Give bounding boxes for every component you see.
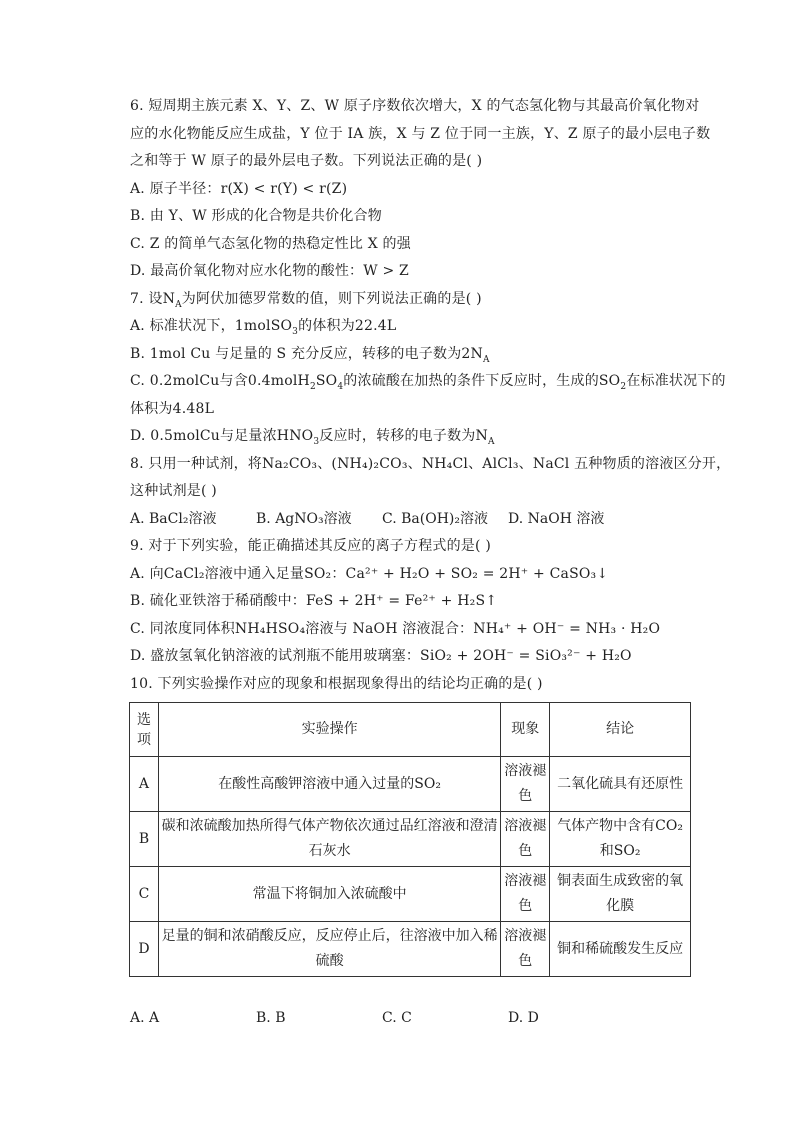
q7-option-b: B. 1mol Cu 与足量的 S 充分反应，转移的电子数为$2N_A$ bbox=[130, 346, 490, 365]
cell-operation: 常温下将铜加入浓硫酸中 bbox=[158, 867, 500, 922]
q10-option-c: C. C bbox=[382, 1010, 412, 1026]
cell-conclusion: 气体产物中含有CO₂和SO₂ bbox=[550, 812, 691, 867]
table-row bbox=[130, 922, 691, 977]
table-row bbox=[130, 757, 691, 812]
table-row bbox=[130, 867, 691, 922]
q7-stem: 7. 设$N_A$为阿伏加德罗常数的值，则下列说法正确的是( ) bbox=[130, 291, 482, 310]
header-operation: 实验操作 bbox=[158, 703, 500, 757]
cell-option: D bbox=[130, 922, 159, 977]
cell-conclusion: 铜表面生成致密的氧化膜 bbox=[550, 867, 691, 922]
cell-option: B bbox=[130, 812, 159, 867]
cell-operation: 足量的铜和浓硝酸反应，反应停止后，往溶液中加入稀硫酸 bbox=[158, 922, 500, 977]
q8-option-b: B. AgNO₃溶液 bbox=[256, 511, 352, 527]
q6-stem-line-1: 6. 短周期主族元素 X、Y、Z、W 原子序数依次增大，X 的气态氢化物与其最高价氧化物对 bbox=[130, 98, 700, 114]
q8-stem-line-2: 这种试剂是( ) bbox=[130, 483, 217, 499]
q8-options bbox=[130, 509, 604, 529]
cell-conclusion: 二氧化硫具有还原性 bbox=[550, 757, 691, 812]
q7-option-a: A. 标准状况下，1molSO$_3$的体积为22.4L bbox=[130, 318, 397, 337]
q6-option-b: B. 由 Y、W 形成的化合物是共价化合物 bbox=[130, 208, 382, 224]
cell-option: C bbox=[130, 867, 159, 922]
q10-stem: 10. 下列实验操作对应的现象和根据现象得出的结论均正确的是( ) bbox=[130, 676, 543, 692]
q8-option-d: D. NaOH 溶液 bbox=[508, 511, 605, 527]
q6-stem-line-3: 之和等于 W 原子的最外层电子数。下列说法正确的是( ) bbox=[130, 153, 483, 169]
q7-option-c: C. 0.2molCu与含$0.4molH_2SO_4$的浓硫酸在加热的条件下反应时，生成的$SO_2$在标准状况下的 bbox=[130, 373, 726, 392]
q9-option-c: C. 同浓度同体积NH₄HSO₄溶液与 NaOH 溶液混合：NH₄⁺ + OH⁻ = NH₃ · H₂O bbox=[130, 621, 661, 637]
q8-option-c: C. Ba(OH)₂溶液 bbox=[382, 511, 488, 527]
table-header-row bbox=[130, 703, 691, 757]
q7-option-d: D. 0.5molCu与足量浓$HNO_3$反应时，转移的电子数为$N_A$ bbox=[130, 428, 495, 447]
header-option: 选项 bbox=[130, 703, 159, 757]
q8-stem-line-1: 8. 只用一种试剂，将Na₂CO₃、(NH₄)₂CO₃、NH₄Cl、AlCl₃、NaCl 五种物质的溶液区分开， bbox=[130, 456, 731, 472]
q9-option-b: B. 硫化亚铁溶于稀硝酸中：FeS + 2H⁺ = Fe²⁺ + H₂S↑ bbox=[130, 593, 498, 609]
cell-phenomenon: 溶液褪色 bbox=[501, 757, 550, 812]
q8-option-a: A. BaCl₂溶液 bbox=[130, 511, 217, 527]
header-conclusion: 结论 bbox=[550, 703, 691, 757]
q6-option-c: C. Z 的简单气态氢化物的热稳定性比 X 的强 bbox=[130, 236, 411, 252]
q7-option-c-line-2: 体积为4.48L bbox=[130, 401, 215, 417]
q10-option-a: A. A bbox=[130, 1010, 160, 1026]
cell-phenomenon: 溶液褪色 bbox=[501, 812, 550, 867]
q9-option-d: D. 盛放氢氧化钠溶液的试剂瓶不能用玻璃塞：SiO₂ + 2OH⁻ = SiO₃²⁻ + H₂O bbox=[130, 648, 632, 664]
header-phenomenon: 现象 bbox=[501, 703, 550, 757]
cell-operation: 碳和浓硫酸加热所得气体产物依次通过品红溶液和澄清石灰水 bbox=[158, 812, 500, 867]
cell-phenomenon: 溶液褪色 bbox=[501, 867, 550, 922]
table-row bbox=[130, 812, 691, 867]
cell-operation: 在酸性高酸钾溶液中通入过量的SO₂ bbox=[158, 757, 500, 812]
q9-stem: 9. 对于下列实验，能正确描述其反应的离子方程式的是( ) bbox=[130, 538, 491, 554]
q10-options bbox=[130, 1008, 539, 1028]
q6-option-d: D. 最高价氧化物对应水化物的酸性：W > Z bbox=[130, 263, 409, 279]
cell-option: A bbox=[130, 757, 159, 812]
q10-experiment-table bbox=[129, 702, 691, 977]
q9-option-a: A. 向CaCl₂溶液中通入足量SO₂：Ca²⁺ + H₂O + SO₂ = 2H⁺ + CaSO₃↓ bbox=[130, 566, 609, 582]
cell-phenomenon: 溶液褪色 bbox=[501, 922, 550, 977]
cell-conclusion: 铜和稀硫酸发生反应 bbox=[550, 922, 691, 977]
q10-option-d: D. D bbox=[508, 1010, 539, 1026]
q6-option-a: A. 原子半径：r(X) < r(Y) < r(Z) bbox=[130, 181, 348, 197]
q6-stem-line-2: 应的水化物能反应生成盐，Y 位于 IA 族，X 与 Z 位于同一主族，Y、Z 原子的最小层电子数 bbox=[130, 126, 711, 142]
q10-option-b: B. B bbox=[256, 1010, 286, 1026]
